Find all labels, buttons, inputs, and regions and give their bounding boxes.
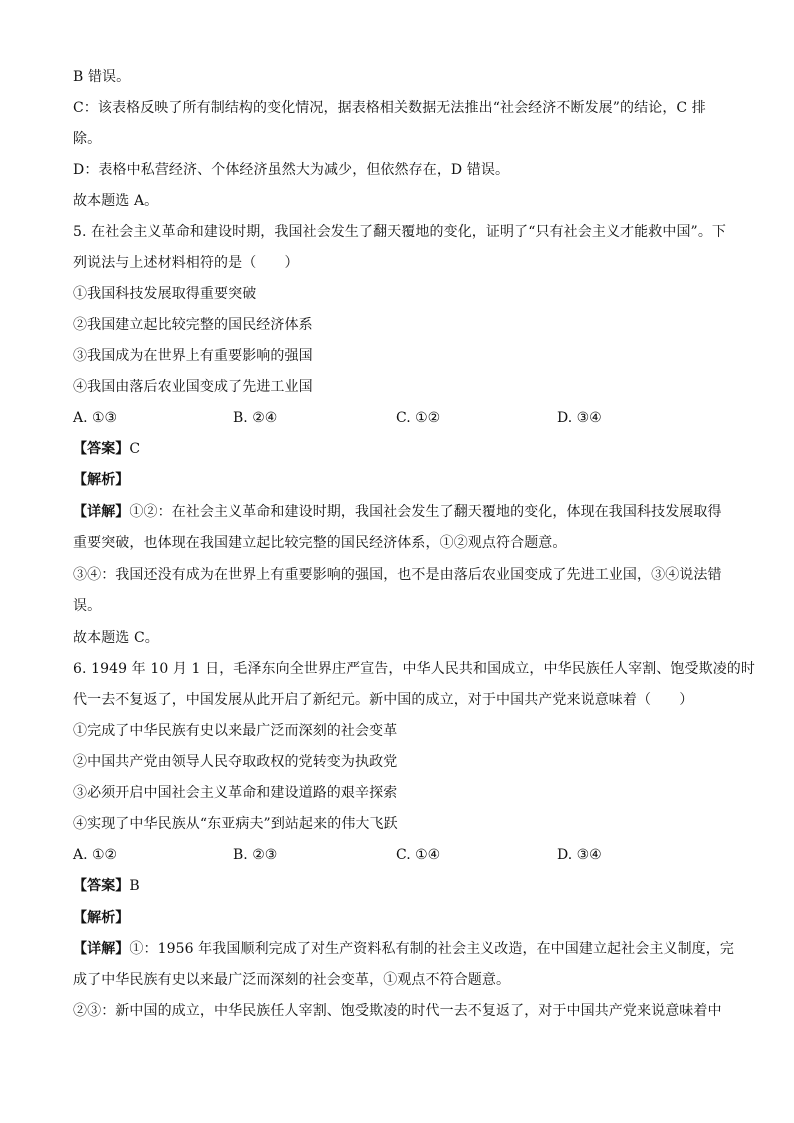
answer-tag: 【答案】 <box>73 878 130 894</box>
answer-tag: 【答案】 <box>73 441 130 457</box>
statement-item: ③我国成为在世界上有重要影响的强国 <box>73 348 313 364</box>
detail-text: ①②：在社会主义革命和建设时期，我国社会发生了翻天覆地的变化，体现在我国科技发展取得 <box>129 504 722 520</box>
text-line: D：表格中私营经济、个体经济虽然大为减少，但依然存在，D 错误。 <box>73 162 510 178</box>
analysis-heading <box>73 470 129 490</box>
text-line: 故本题选 A。 <box>73 193 159 209</box>
answer-line <box>73 876 140 896</box>
answer-value: B <box>129 878 140 894</box>
text-line: C：该表格反映了所有制结构的变化情况，据表格相关数据无法推出“社会经济不断发展”的结论，C 排 <box>73 100 706 116</box>
analysis-tag: 【解析】 <box>73 472 130 488</box>
statement-item: ①完成了中华民族有史以来最广泛而深刻的社会变革 <box>73 723 398 739</box>
statement-item: ①我国科技发展取得重要突破 <box>73 286 257 302</box>
detail-text: ①：1956 年我国顺利完成了对生产资料私有制的社会主义改造，在中国建立起社会主义制度，完 <box>129 941 734 957</box>
statement-item: ②我国建立起比较完整的国民经济体系 <box>73 317 313 333</box>
answer-value: C <box>129 441 141 457</box>
detail-line: ②③：新中国的成立，中华民族任人宰割、饱受欺凌的时代一去不复返了，对于中国共产党来说意味着中 <box>73 1003 722 1019</box>
question-6-stem: 6. 1949 年 10 月 1 日，毛泽东向全世界庄严宣告，中华人民共和国成立，中华民族任人宰割、饱受欺凌的时 <box>73 661 756 677</box>
detail-line: 误。 <box>73 598 102 614</box>
statement-item: ②中国共产党由领导人民夺取政权的党转变为执政党 <box>73 754 398 770</box>
detail-tag: 【详解】 <box>73 941 130 957</box>
text-line: 除。 <box>73 131 102 147</box>
analysis-tag: 【解析】 <box>73 910 130 926</box>
answer-line <box>73 439 140 459</box>
option-d: D. ③④ <box>557 847 602 863</box>
option-a: A. ①③ <box>73 410 118 426</box>
detail-line: 重要突破，也体现在我国建立起比较完整的国民经济体系，①②观点符合题意。 <box>73 535 567 551</box>
option-b: B. ②④ <box>233 410 278 426</box>
statement-item: ④我国由落后农业国变成了先进工业国 <box>73 379 313 395</box>
statement-item: ③必须开启中国社会主义革命和建设道路的艰辛探索 <box>73 785 398 801</box>
question-5-stem: 5. 在社会主义革命和建设时期，我国社会发生了翻天覆地的变化，证明了“只有社会主义才能救中国”。下 <box>73 224 727 240</box>
option-c: C. ①④ <box>396 847 441 863</box>
question-6-stem: 代一去不复返了，中国发展从此开启了新纪元。新中国的成立，对于中国共产党来说意味着（ ） <box>73 692 694 708</box>
option-d: D. ③④ <box>557 410 602 426</box>
statement-item: ④实现了中华民族从“东亚病夫”到站起来的伟大飞跃 <box>73 816 398 832</box>
detail-line: ③④：我国还没有成为在世界上有重要影响的强国，也不是由落后农业国变成了先进工业国，③④说法错 <box>73 567 722 583</box>
analysis-heading <box>73 908 129 928</box>
option-c: C. ①② <box>396 410 441 426</box>
detail-line: 故本题选 C。 <box>73 630 159 646</box>
option-a: A. ①② <box>73 847 118 863</box>
detail-line <box>73 502 722 522</box>
question-5-stem: 列说法与上述材料相符的是（ ） <box>73 255 299 271</box>
text-line: B 错误。 <box>73 69 131 85</box>
detail-tag: 【详解】 <box>73 504 130 520</box>
detail-line <box>73 939 734 959</box>
detail-line: 成了中华民族有史以来最广泛而深刻的社会变革，①观点不符合题意。 <box>73 972 511 988</box>
option-b: B. ②③ <box>233 847 278 863</box>
